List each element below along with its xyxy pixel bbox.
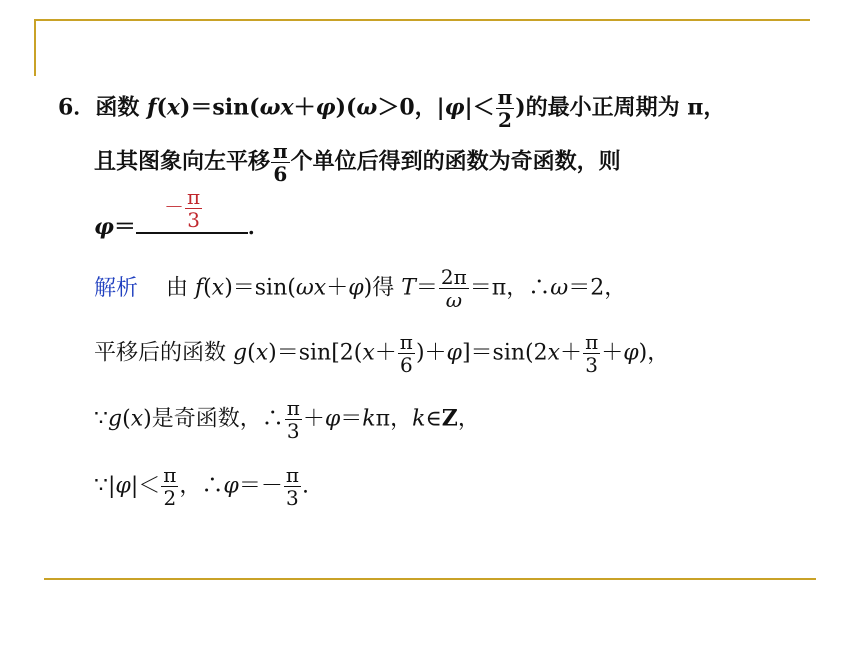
fraction-pi-over-3-b: $\frac{\pi}{3}$ (286, 396, 300, 443)
left-rule (34, 19, 36, 76)
solution-label: 解析 (94, 275, 139, 301)
solution-line-2: 平移后的函数 g(x)＝sin[2(x＋ $\frac{\pi}{6}$ )＋φ]＝sin(2x＋ $\frac{\pi}{3}$ ＋φ)， (94, 330, 670, 377)
solution-line-4: ∵|φ|＜ $\frac{\pi}{2}$ ，∴φ＝－ $\frac{\pi}{3}$ . (94, 463, 309, 510)
fraction-pi-over-2-b: $\frac{\pi}{2}$ (163, 463, 177, 510)
top-rule (34, 19, 810, 21)
fraction-pi-over-3-a: $\frac{\pi}{3}$ (585, 330, 599, 377)
fraction-pi-over-2: $\frac{\pi}{2}$ (497, 85, 513, 132)
fraction-pi-over-3-c: $\frac{\pi}{3}$ (285, 463, 299, 510)
answer-fraction: $\frac{\pi}{3}$ (187, 185, 201, 232)
bottom-rule (44, 578, 816, 580)
problem-line-2: 且其图象向左平移 $\frac{\pi}{6}$ 个单位后得到的函数为奇函数，则 (94, 139, 621, 186)
solution-line-1: 解析 由 f(x)＝sin(ωx＋φ)得 T＝ $\frac{2\pi}{\omega}$ ＝π，∴ω＝2， (94, 265, 627, 312)
answer-blank (136, 212, 248, 234)
fraction-pi-over-6: $\frac{\pi}{6}$ (273, 139, 288, 186)
solution-line-3: ∵g(x)是奇函数，∴ $\frac{\pi}{3}$ ＋φ＝kπ，k∈Z， (94, 396, 480, 443)
answer: － $\frac{\pi}{3}$ (164, 185, 201, 232)
fraction-pi-over-6-b: $\frac{\pi}{6}$ (399, 330, 413, 377)
problem-line-3: φ＝ ． (94, 214, 270, 240)
fraction-2pi-over-omega: $\frac{2\pi}{\omega}$ (440, 265, 467, 312)
problem-line-1: 6．函数 f(x)＝sin(ωx＋φ)(ω＞0，|φ|＜ $\frac{\pi}{2}$ )的最小正周期为 π， (58, 85, 726, 132)
